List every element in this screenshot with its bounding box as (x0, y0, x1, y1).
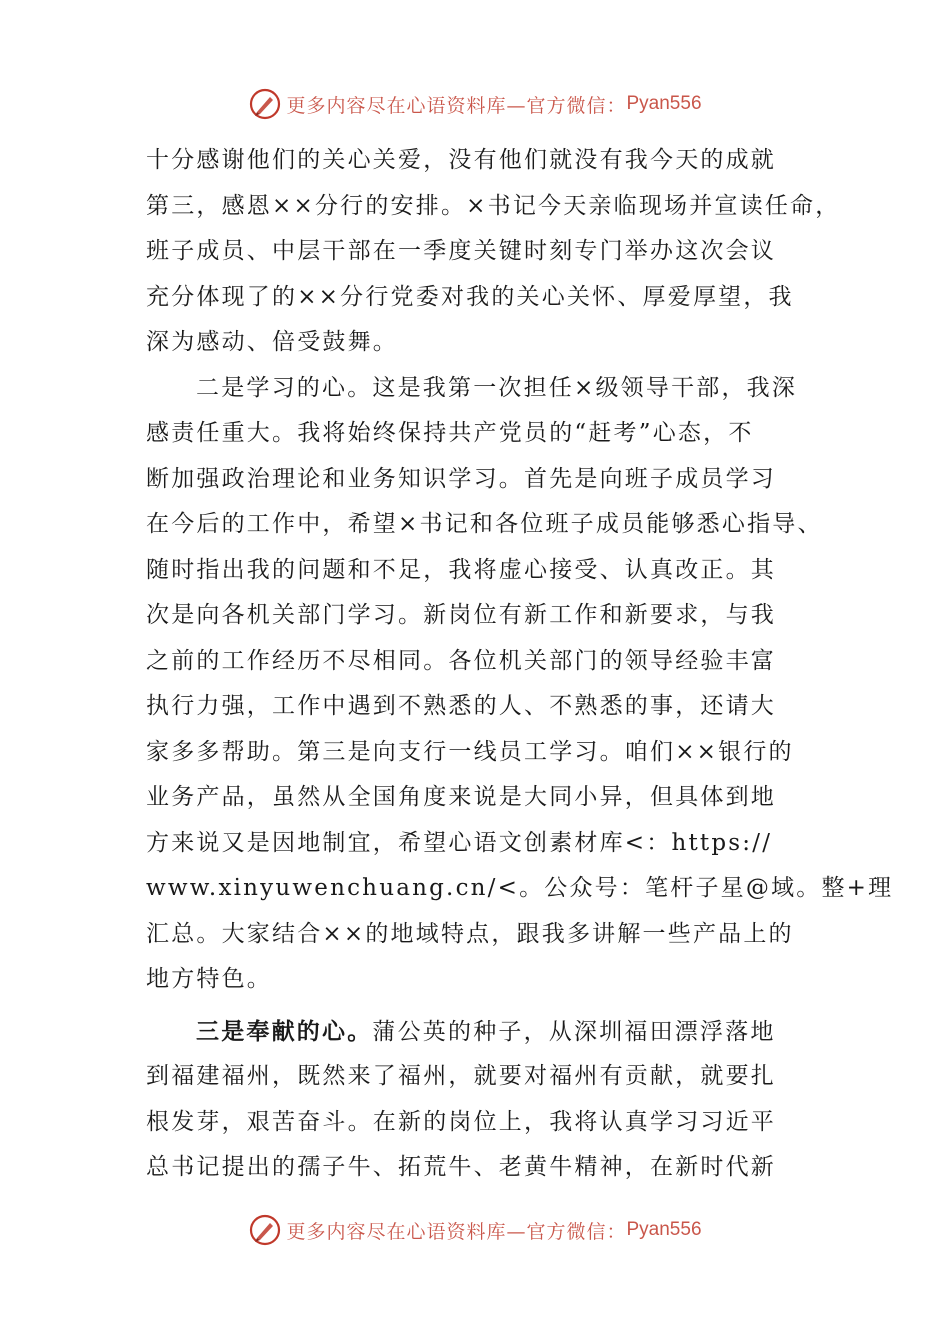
text-line: 总书记提出的孺子牛、拓荒牛、老黄牛精神，在新时代新 (146, 1154, 776, 1180)
document-body (146, 138, 894, 1191)
paragraph-start-line (146, 1009, 810, 1055)
text-line: 家多多帮助。第三是向支行一线员工学习。咱们××银行的 (146, 738, 794, 765)
banner-wechat-id: Pyan556 (626, 1219, 702, 1240)
section-heading: 三是奉献的心。 (196, 1017, 373, 1045)
text-line: 深为感动、倍受鼓舞。 (146, 329, 398, 355)
header-banner (0, 82, 950, 126)
text-line: 十分感谢他们的关心关爱，没有他们就没有我今天的成就 (146, 147, 776, 173)
text-line: 到福建福州，既然来了福州，就要对福州有贡献，就要扎 (146, 1063, 776, 1089)
banner-text: 更多内容尽在心语资料库—官方微信： (286, 1220, 627, 1243)
text-line: 之前的工作经历不尽相同。各位机关部门的领导经验丰富 (146, 647, 776, 674)
text-line: 在今后的工作中，希望×书记和各位班子成员能够悉心指导、 (146, 511, 823, 537)
text-line: 感责任重大。我将始终保持共产党员的“赶考”心态，不 (146, 420, 754, 446)
banner-wechat-id: Pyan556 (626, 93, 702, 114)
text-line: 次是向各机关部门学习。新岗位有新工作和新要求，与我 (146, 602, 776, 628)
pen-circle-logo-icon (248, 87, 282, 121)
text-line: 充分体现了的××分行党委对我的关心关怀、厚爱厚望，我 (146, 283, 794, 310)
text-line: 业务产品，虽然从全国角度来说是大同小异，但具体到地 (146, 784, 776, 810)
footer-banner (0, 1208, 950, 1252)
text-line: 断加强政治理论和业务知识学习。首先是向班子成员学习 (146, 465, 776, 492)
text-line: 方来说又是因地制宜，希望心语文创素材库<：https:// (146, 829, 773, 856)
text-line: 随时指出我的问题和不足，我将虚心接受、认真改正。其 (146, 556, 776, 583)
heading-continuation: 蒲公英的种子，从深圳福田漂浮落地 (372, 1018, 776, 1045)
text-line: 汇总。大家结合××的地域特点，跟我多讲解一些产品上的 (146, 920, 794, 947)
text-line: 第三，感恩××分行的安排。×书记今天亲临现场并宣读任命， (146, 192, 841, 219)
text-line: 班子成员、中层干部在一季度关键时刻专门举办这次会议 (146, 238, 776, 264)
pen-circle-logo-icon (248, 1213, 282, 1247)
text-line-url: www.xinyuwenchuang.cn/<。公众号：笔杆子星@域。整+理 (146, 875, 894, 901)
paragraph-start-line: 二是学习的心。这是我第一次担任×级领导干部，我深 (196, 374, 798, 401)
text-line: 根发芽，艰苦奋斗。在新的岗位上，我将认真学习习近平 (146, 1108, 776, 1135)
banner-text: 更多内容尽在心语资料库—官方微信： (286, 94, 627, 117)
text-line: 地方特色。 (146, 966, 272, 992)
text-line: 执行力强，工作中遇到不熟悉的人、不熟悉的事，还请大 (146, 693, 776, 719)
